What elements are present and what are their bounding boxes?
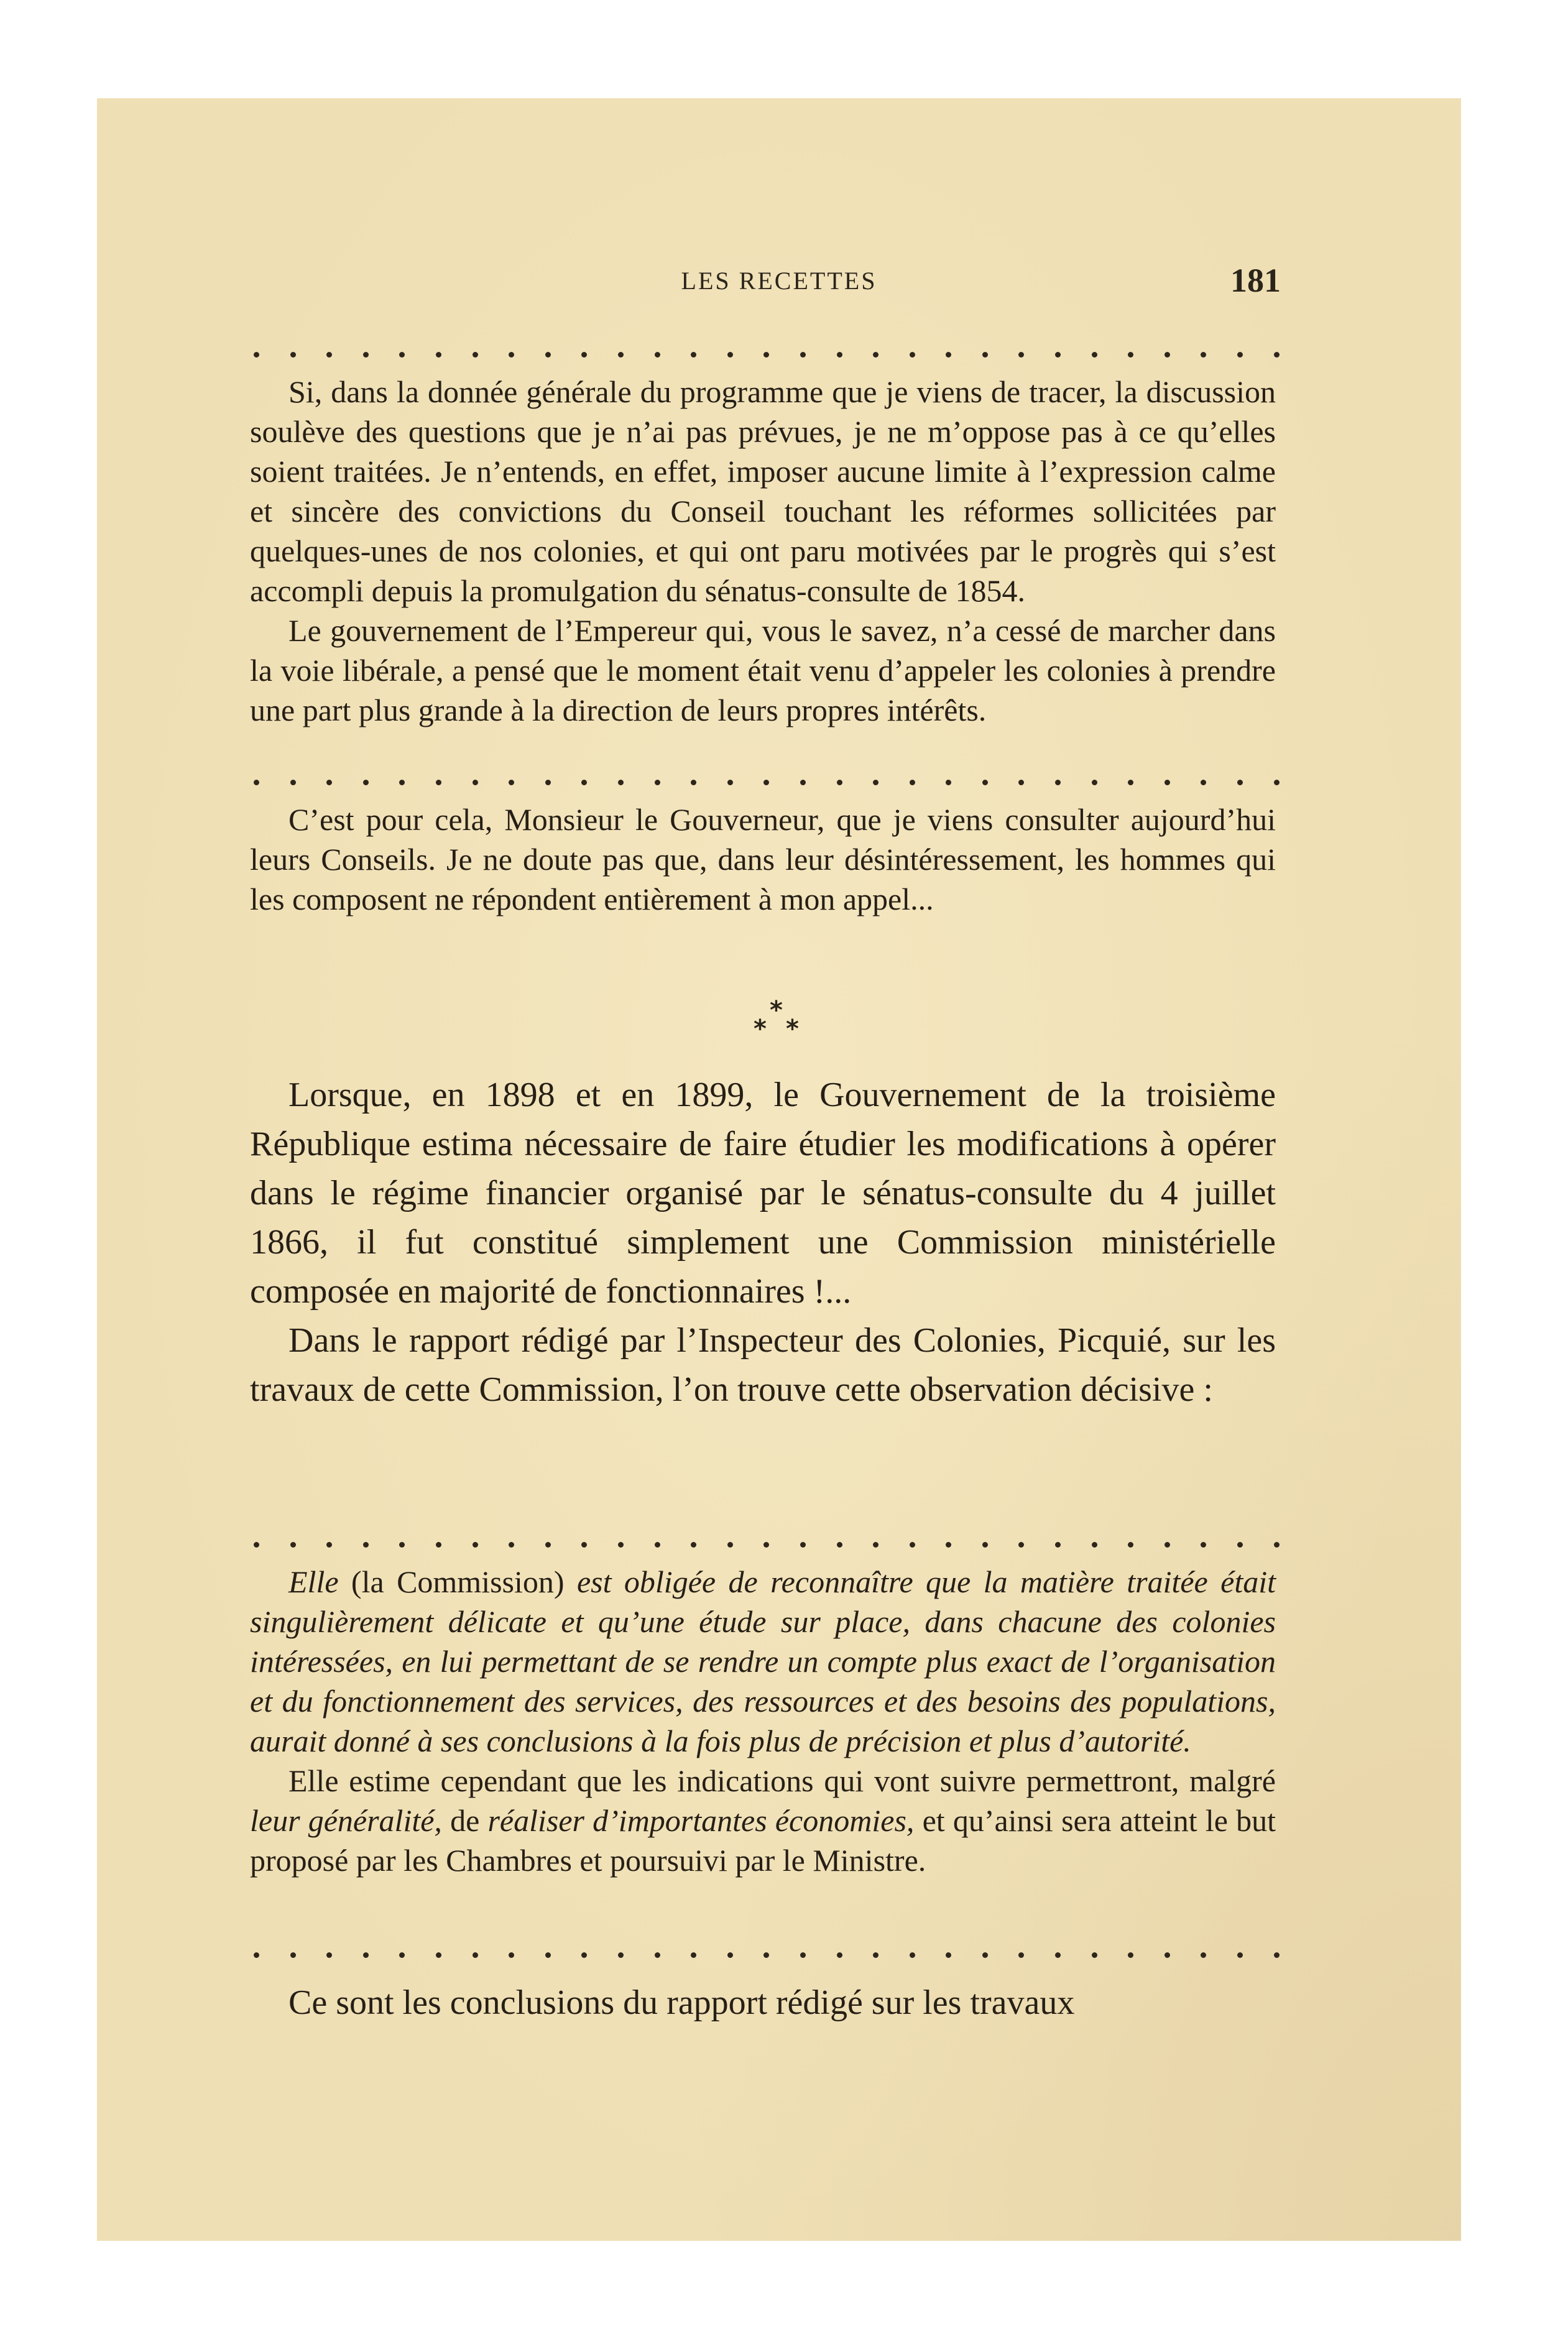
ellipsis-line <box>250 342 1283 367</box>
ellipsis-line <box>250 1532 1283 1557</box>
quote-text: est obligée de reconnaître que la matière traitée était singulièrement délicate et qu’une étude sur place, dans chacune des colonies intéressées, en lui permettant de se rendre un compte plus exact de l’organisation et du fonctionnement des services, des ressources et des besoins des populations, aurait donné à ses conclusions à la fois plus de précision et plus d’autorité. <box>250 1564 1276 1758</box>
paragraph: C’est pour cela, Monsieur le Gouverneur, que je viens consulter aujourd’hui leurs Conseils. Je ne doute pas que, dans leur désintéressement, les hommes qui les composent ne répondent entièrement à mon appel... <box>250 802 1276 916</box>
asterism <box>97 996 1461 1052</box>
asterism-star-top: * <box>770 996 783 1025</box>
page-number: 181 <box>1230 262 1281 299</box>
quoted-block-3 <box>250 1562 1276 1880</box>
quoted-block-1 <box>250 372 1276 730</box>
paragraph: Ce sont les conclusions du rapport rédigé sur les travaux <box>288 1983 1075 2022</box>
emphasis: leur généralité, <box>250 1803 442 1838</box>
body-text <box>250 1071 1276 1414</box>
page-sheet <box>97 98 1461 2241</box>
asterism-star-left: * <box>754 1015 767 1043</box>
running-title: LES RECETTES <box>681 267 877 295</box>
ellipsis-line <box>250 770 1283 795</box>
paragraph: Dans le rapport rédigé par l’Inspecteur des Colonies, Picquié, sur les travaux de cette Commission, l’on trouve cette observation décisive : <box>250 1321 1276 1409</box>
paragraph: Si, dans la donnée générale du programme que je viens de tracer, la discussion soulève des questions que je n’ai pas prévues, je ne m’oppose pas à ce qu’elles soient traitées. Je n’entends, en effet, imposer aucune limite à l’expression calme et sincère des convictions du Conseil touchant les réformes sollicitées par quelques-unes de nos colonies, et qui ont paru motivées par le progrès qui s’est accompli depuis la promulgation du sénatus-consulte de 1854. <box>250 374 1276 608</box>
emphasis: réaliser d’importantes économies, <box>487 1803 915 1838</box>
paragraph <box>250 1761 1276 1880</box>
paragraph: Le gouvernement de l’Empereur qui, vous le savez, n’a cessé de marcher dans la voie libérale, a pensé que le moment était venu d’appeler les colonies à prendre une part plus grande à la direction de leurs propres intérêts. <box>250 613 1276 727</box>
quote-text: de <box>441 1803 488 1838</box>
quote-subject: Elle <box>288 1564 339 1599</box>
quote-parenthetical: (la Commission) <box>338 1564 577 1599</box>
paragraph <box>250 1562 1276 1761</box>
ellipsis-line <box>250 1942 1283 1967</box>
body-text <box>250 1978 1276 2028</box>
paragraph: Lorsque, en 1898 et en 1899, le Gouvernement de la troisième République estima nécessaire de faire étudier les modifications à opérer dans le régime financier organisé par le sénatus-consulte du 4 juillet 1866, il fut constitué simplement une Commission ministérielle composée en majorité de fonctionnaires !... <box>250 1076 1276 1311</box>
quoted-block-2 <box>250 800 1276 919</box>
quote-text: Elle estime cependant que les indications qui vont suivre permettront, malgré <box>288 1763 1276 1798</box>
running-head <box>97 261 1461 311</box>
asterism-star-right: * <box>786 1015 799 1043</box>
quote-text: et qu’ainsi sera atteint le but proposé par les Chambres et poursuivi par le Ministre. <box>250 1803 1276 1878</box>
